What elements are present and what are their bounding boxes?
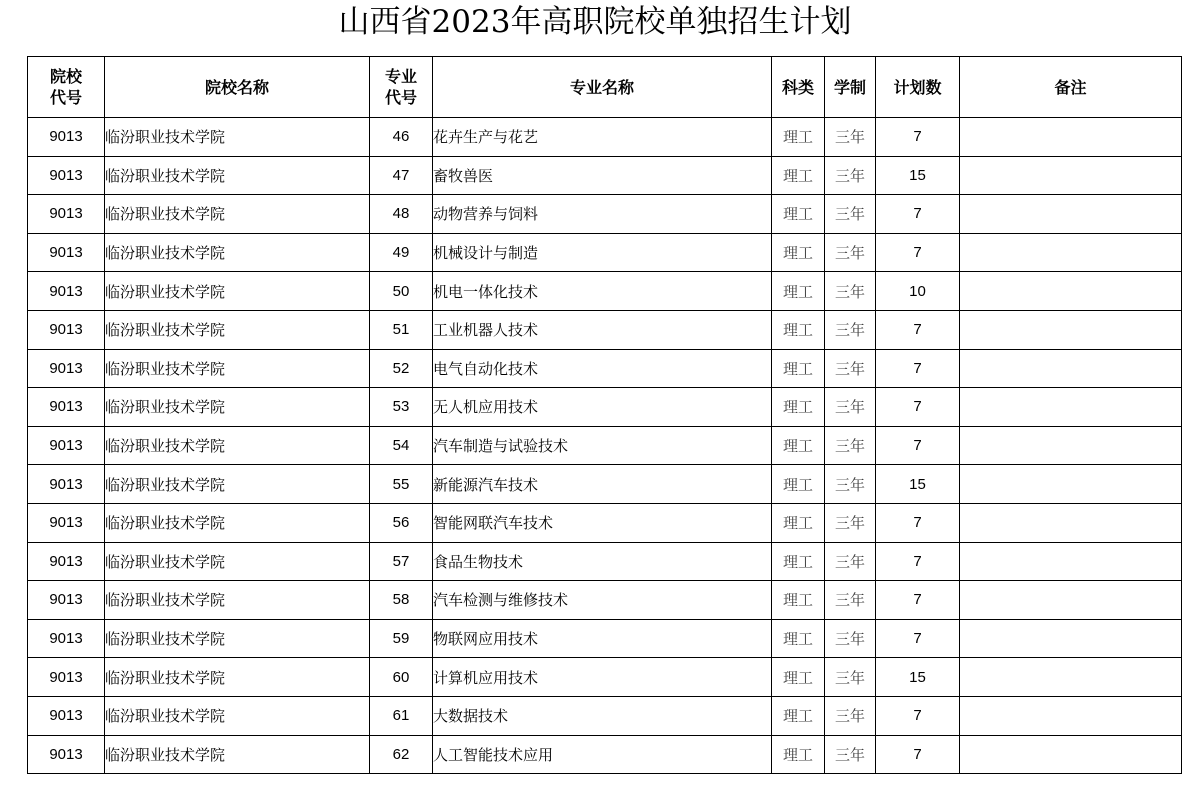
cell-school-name: 临汾职业技术学院 — [105, 388, 370, 427]
cell-plan-count: 7 — [876, 735, 960, 774]
cell-major-name: 人工智能技术应用 — [433, 735, 772, 774]
cell-plan-count: 7 — [876, 503, 960, 542]
cell-duration: 三年 — [825, 156, 876, 195]
cell-remarks — [960, 619, 1182, 658]
table-row — [28, 310, 1182, 349]
cell-school-code: 9013 — [28, 658, 105, 697]
cell-remarks — [960, 503, 1182, 542]
cell-remarks — [960, 542, 1182, 581]
cell-major-code: 47 — [370, 156, 433, 195]
cell-school-code: 9013 — [28, 156, 105, 195]
cell-duration: 三年 — [825, 118, 876, 157]
table-row — [28, 272, 1182, 311]
cell-duration: 三年 — [825, 310, 876, 349]
cell-category: 理工 — [772, 272, 825, 311]
table-row — [28, 503, 1182, 542]
enrollment-plan-table — [27, 56, 1182, 774]
cell-remarks — [960, 349, 1182, 388]
table-row — [28, 118, 1182, 157]
cell-school-name: 临汾职业技术学院 — [105, 542, 370, 581]
cell-remarks — [960, 658, 1182, 697]
cell-school-code: 9013 — [28, 233, 105, 272]
cell-duration: 三年 — [825, 272, 876, 311]
table-row — [28, 156, 1182, 195]
cell-duration: 三年 — [825, 388, 876, 427]
cell-remarks — [960, 696, 1182, 735]
header-major-code: 专业代号 — [370, 57, 433, 118]
cell-school-code: 9013 — [28, 465, 105, 504]
cell-category: 理工 — [772, 118, 825, 157]
table-row — [28, 388, 1182, 427]
cell-major-name: 畜牧兽医 — [433, 156, 772, 195]
cell-duration: 三年 — [825, 465, 876, 504]
cell-remarks — [960, 310, 1182, 349]
cell-school-name: 临汾职业技术学院 — [105, 426, 370, 465]
cell-school-code: 9013 — [28, 195, 105, 234]
cell-plan-count: 15 — [876, 658, 960, 697]
cell-duration: 三年 — [825, 658, 876, 697]
header-plan-count: 计划数 — [876, 57, 960, 118]
cell-school-code: 9013 — [28, 426, 105, 465]
cell-plan-count: 7 — [876, 118, 960, 157]
cell-major-code: 58 — [370, 581, 433, 620]
header-major-name: 专业名称 — [433, 57, 772, 118]
cell-duration: 三年 — [825, 619, 876, 658]
cell-major-code: 61 — [370, 696, 433, 735]
table-row — [28, 542, 1182, 581]
cell-remarks — [960, 233, 1182, 272]
cell-major-name: 无人机应用技术 — [433, 388, 772, 427]
table-row — [28, 349, 1182, 388]
cell-major-code: 57 — [370, 542, 433, 581]
table-body — [28, 118, 1182, 774]
cell-major-name: 工业机器人技术 — [433, 310, 772, 349]
cell-school-code: 9013 — [28, 503, 105, 542]
cell-plan-count: 7 — [876, 542, 960, 581]
cell-remarks — [960, 465, 1182, 504]
cell-school-code: 9013 — [28, 542, 105, 581]
cell-major-code: 54 — [370, 426, 433, 465]
cell-major-name: 大数据技术 — [433, 696, 772, 735]
cell-duration: 三年 — [825, 735, 876, 774]
cell-duration: 三年 — [825, 581, 876, 620]
cell-major-name: 电气自动化技术 — [433, 349, 772, 388]
table-row — [28, 658, 1182, 697]
page-title: 山西省2023年高职院校单独招生计划 — [338, 4, 852, 40]
cell-remarks — [960, 426, 1182, 465]
header-category: 科类 — [772, 57, 825, 118]
cell-remarks — [960, 735, 1182, 774]
cell-major-code: 53 — [370, 388, 433, 427]
cell-school-name: 临汾职业技术学院 — [105, 195, 370, 234]
cell-major-name: 物联网应用技术 — [433, 619, 772, 658]
cell-plan-count: 15 — [876, 156, 960, 195]
header-school-name: 院校名称 — [105, 57, 370, 118]
cell-category: 理工 — [772, 426, 825, 465]
cell-category: 理工 — [772, 696, 825, 735]
cell-category: 理工 — [772, 581, 825, 620]
header-remarks: 备注 — [960, 57, 1182, 118]
cell-category: 理工 — [772, 195, 825, 234]
cell-category: 理工 — [772, 503, 825, 542]
table-row — [28, 465, 1182, 504]
cell-category: 理工 — [772, 388, 825, 427]
cell-major-code: 55 — [370, 465, 433, 504]
cell-school-name: 临汾职业技术学院 — [105, 735, 370, 774]
cell-school-code: 9013 — [28, 735, 105, 774]
cell-school-name: 临汾职业技术学院 — [105, 696, 370, 735]
cell-school-code: 9013 — [28, 272, 105, 311]
cell-plan-count: 7 — [876, 233, 960, 272]
cell-remarks — [960, 272, 1182, 311]
cell-major-name: 汽车检测与维修技术 — [433, 581, 772, 620]
cell-school-code: 9013 — [28, 388, 105, 427]
cell-school-code: 9013 — [28, 118, 105, 157]
cell-school-name: 临汾职业技术学院 — [105, 233, 370, 272]
cell-major-code: 60 — [370, 658, 433, 697]
cell-plan-count: 7 — [876, 696, 960, 735]
cell-remarks — [960, 118, 1182, 157]
cell-plan-count: 10 — [876, 272, 960, 311]
cell-remarks — [960, 388, 1182, 427]
cell-plan-count: 7 — [876, 349, 960, 388]
table-row — [28, 735, 1182, 774]
cell-duration: 三年 — [825, 233, 876, 272]
cell-plan-count: 7 — [876, 426, 960, 465]
cell-major-name: 机电一体化技术 — [433, 272, 772, 311]
cell-major-name: 智能网联汽车技术 — [433, 503, 772, 542]
cell-category: 理工 — [772, 310, 825, 349]
cell-plan-count: 7 — [876, 310, 960, 349]
cell-school-name: 临汾职业技术学院 — [105, 310, 370, 349]
table-row — [28, 233, 1182, 272]
cell-major-code: 51 — [370, 310, 433, 349]
cell-category: 理工 — [772, 658, 825, 697]
table-row — [28, 581, 1182, 620]
cell-duration: 三年 — [825, 195, 876, 234]
cell-school-code: 9013 — [28, 696, 105, 735]
table-row — [28, 195, 1182, 234]
cell-major-code: 56 — [370, 503, 433, 542]
cell-category: 理工 — [772, 619, 825, 658]
cell-school-name: 临汾职业技术学院 — [105, 156, 370, 195]
cell-remarks — [960, 195, 1182, 234]
cell-major-name: 汽车制造与试验技术 — [433, 426, 772, 465]
cell-school-name: 临汾职业技术学院 — [105, 349, 370, 388]
cell-school-name: 临汾职业技术学院 — [105, 118, 370, 157]
cell-category: 理工 — [772, 156, 825, 195]
cell-plan-count: 7 — [876, 619, 960, 658]
cell-school-name: 临汾职业技术学院 — [105, 272, 370, 311]
cell-school-name: 临汾职业技术学院 — [105, 465, 370, 504]
cell-school-code: 9013 — [28, 310, 105, 349]
cell-major-code: 46 — [370, 118, 433, 157]
cell-plan-count: 7 — [876, 195, 960, 234]
cell-remarks — [960, 581, 1182, 620]
table-row — [28, 426, 1182, 465]
cell-major-code: 49 — [370, 233, 433, 272]
cell-major-name: 新能源汽车技术 — [433, 465, 772, 504]
cell-category: 理工 — [772, 465, 825, 504]
cell-major-name: 机械设计与制造 — [433, 233, 772, 272]
table-header-row — [28, 57, 1182, 118]
cell-plan-count: 7 — [876, 388, 960, 427]
cell-plan-count: 15 — [876, 465, 960, 504]
cell-remarks — [960, 156, 1182, 195]
cell-school-code: 9013 — [28, 349, 105, 388]
cell-school-code: 9013 — [28, 619, 105, 658]
cell-category: 理工 — [772, 349, 825, 388]
cell-category: 理工 — [772, 542, 825, 581]
cell-category: 理工 — [772, 233, 825, 272]
table-row — [28, 696, 1182, 735]
cell-school-name: 临汾职业技术学院 — [105, 581, 370, 620]
cell-duration: 三年 — [825, 542, 876, 581]
cell-major-code: 62 — [370, 735, 433, 774]
header-school-code: 院校代号 — [28, 57, 105, 118]
cell-major-name: 动物营养与饲料 — [433, 195, 772, 234]
cell-major-name: 计算机应用技术 — [433, 658, 772, 697]
cell-duration: 三年 — [825, 426, 876, 465]
cell-plan-count: 7 — [876, 581, 960, 620]
cell-category: 理工 — [772, 735, 825, 774]
cell-major-code: 48 — [370, 195, 433, 234]
cell-major-name: 花卉生产与花艺 — [433, 118, 772, 157]
table-row — [28, 619, 1182, 658]
cell-major-code: 50 — [370, 272, 433, 311]
cell-school-name: 临汾职业技术学院 — [105, 503, 370, 542]
cell-major-code: 59 — [370, 619, 433, 658]
cell-school-name: 临汾职业技术学院 — [105, 658, 370, 697]
cell-duration: 三年 — [825, 349, 876, 388]
cell-major-name: 食品生物技术 — [433, 542, 772, 581]
cell-duration: 三年 — [825, 696, 876, 735]
cell-school-name: 临汾职业技术学院 — [105, 619, 370, 658]
cell-major-code: 52 — [370, 349, 433, 388]
cell-school-code: 9013 — [28, 581, 105, 620]
cell-duration: 三年 — [825, 503, 876, 542]
header-duration: 学制 — [825, 57, 876, 118]
